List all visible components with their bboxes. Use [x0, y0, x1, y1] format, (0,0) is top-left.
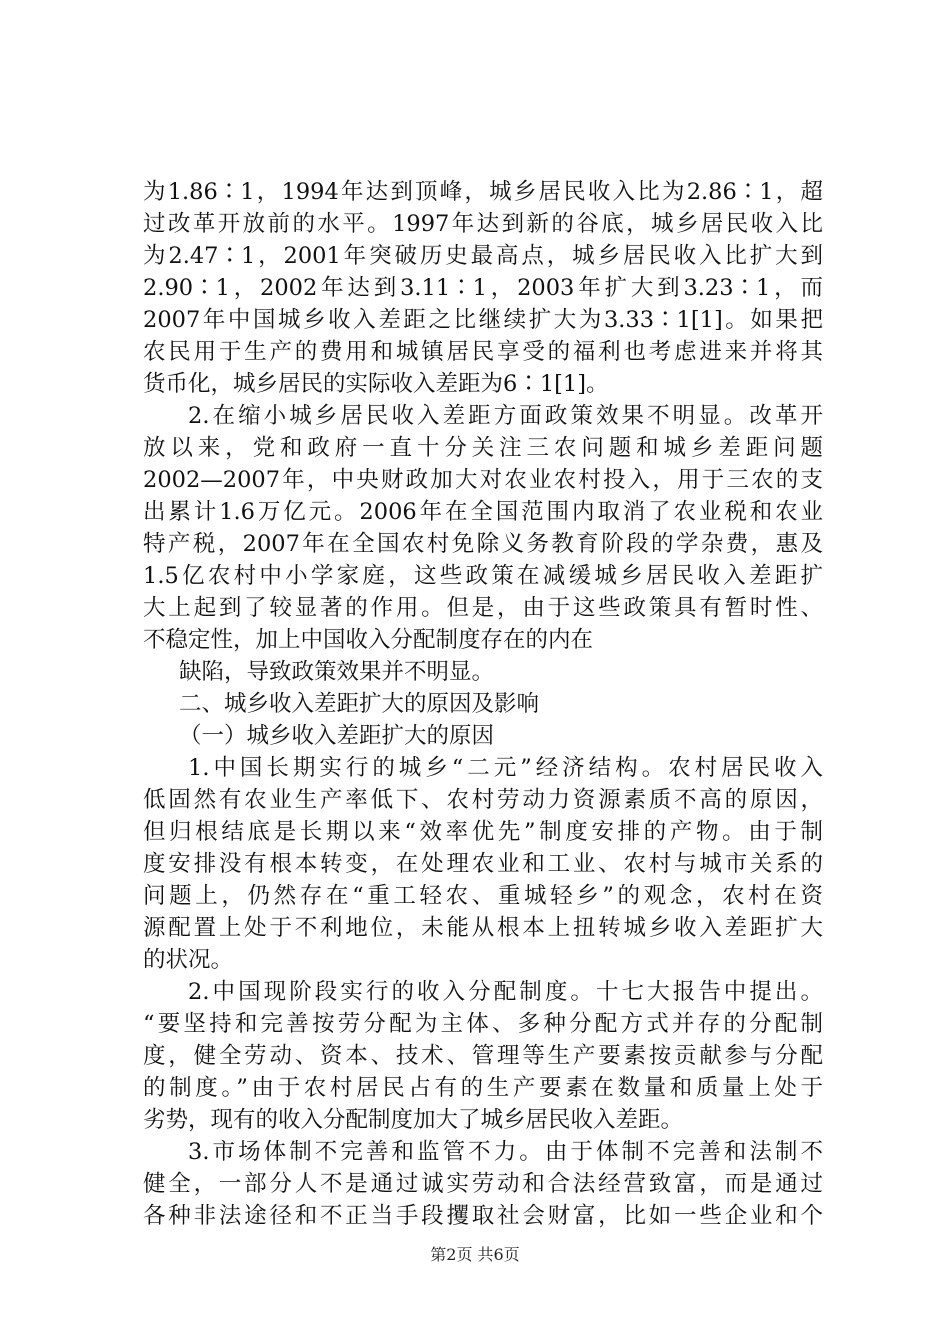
text-line: 2002—2007年，中央财政加大对农业农村投入，用于三农的支 — [143, 467, 823, 493]
paragraph-start-line: 3.市场体制不完善和监管不力。由于体制不完善和法制不 — [188, 1139, 823, 1165]
subsection-heading: （一）城乡收入差距扩大的原因 — [179, 723, 495, 749]
paragraph-start-line: 2.中国现阶段实行的收入分配制度。十七大报告中提出。 — [188, 979, 823, 1005]
text-line: “要坚持和完善按劳分配为主体、多种分配方式并存的分配制 — [143, 1011, 823, 1037]
section-heading: 二、城乡收入差距扩大的原因及影响 — [179, 691, 540, 717]
text-line: 2007年中国城乡收入差距之比继续扩大为3.33∶1[1]。如果把 — [143, 307, 823, 333]
paragraph-start-line: 1.中国长期实行的城乡“二元”经济结构。农村居民收入 — [188, 755, 823, 781]
text-line: 过改革开放前的水平。1997年达到新的谷底，城乡居民收入比 — [143, 211, 823, 237]
text-line: 度安排没有根本转变，在处理农业和工业、农村与城市关系的 — [143, 851, 823, 877]
text-line: 各种非法途径和不正当手段攫取社会财富，比如一些企业和个 — [143, 1203, 823, 1229]
text-line: 源配置上处于不利地位，未能从根本上扭转城乡收入差距扩大 — [143, 915, 823, 941]
text-line: 大上起到了较显著的作用。但是，由于这些政策具有暂时性、 — [143, 595, 823, 621]
text-line: 特产税，2007年在全国农村免除义务教育阶段的学杂费，惠及 — [143, 531, 823, 557]
text-line: 度，健全劳动、资本、技术、管理等生产要素按贡献参与分配 — [143, 1043, 823, 1069]
text-line: 出累计1.6万亿元。2006年在全国范围内取消了农业税和农业 — [143, 499, 823, 525]
paragraph-start-line: 2.在缩小城乡居民收入差距方面政策效果不明显。改革开 — [188, 403, 823, 429]
text-line: 劣势，现有的收入分配制度加大了城乡居民收入差距。 — [143, 1107, 684, 1133]
body-text — [143, 176, 823, 1232]
text-line: 的制度。”由于农村居民占有的生产要素在数量和质量上处于 — [143, 1075, 823, 1101]
text-line: 2.90∶1，2002年达到3.11∶1，2003年扩大到3.23∶1，而 — [143, 275, 823, 301]
text-line: 放以来，党和政府一直十分关注三农问题和城乡差距问题 — [143, 435, 823, 461]
text-line: 问题上，仍然存在“重工轻农、重城轻乡”的观念，农村在资 — [143, 883, 823, 909]
text-line: 为1.86∶1，1994年达到顶峰，城乡居民收入比为2.86∶1，超 — [143, 179, 823, 205]
page-number-footer: 第2页 共6页 — [430, 1245, 520, 1264]
text-line: 的状况。 — [143, 947, 234, 973]
text-line: 但归根结底是长期以来“效率优先”制度安排的产物。由于制 — [143, 819, 823, 845]
text-line: 为2.47∶1，2001年突破历史最高点，城乡居民收入比扩大到 — [143, 243, 823, 269]
text-line: 1.5亿农村中小学家庭，这些政策在减缓城乡居民收入差距扩 — [143, 563, 823, 589]
text-line: 健全，一部分人不是通过诚实劳动和合法经营致富，而是通过 — [143, 1171, 823, 1197]
text-line: 低固然有农业生产率低下、农村劳动力资源素质不高的原因， — [143, 787, 823, 813]
paragraph-start-line: 缺陷，导致政策效果并不明显。 — [179, 659, 495, 685]
text-line: 农民用于生产的费用和城镇居民享受的福利也考虑进来并将其 — [143, 339, 823, 365]
text-line: 不稳定性，加上中国收入分配制度存在的内在 — [143, 627, 594, 653]
text-line: 货币化，城乡居民的实际收入差距为6∶1[1]。 — [143, 371, 609, 397]
